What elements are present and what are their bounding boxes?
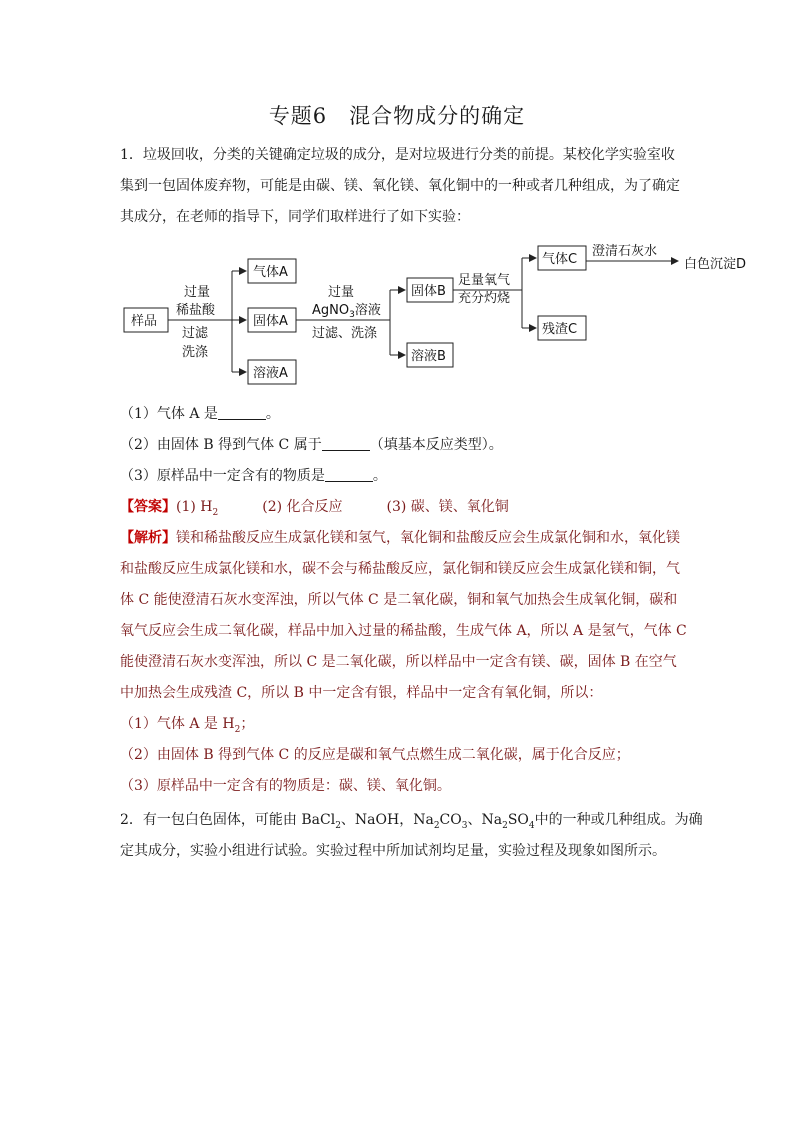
q1-analysis-line-6: 中加热会生成残渣 C，所以 B 中一定含有银，样品中一定含有氧化铜，所以： (120, 685, 603, 701)
reagent1-bottom-2: 洗涤 (182, 345, 209, 360)
label-gas-a: 气体A (253, 265, 288, 280)
q1-sub-3: （3）原样品中一定含有的物质是 。 (120, 468, 387, 484)
reagent3-bottom: 充分灼烧 (458, 291, 511, 306)
q1-analysis-sub-3: （3）原样品中一定含有的物质是：碳、镁、氧化铜。 (120, 778, 451, 794)
q1-analysis-line-3: 体 C 能使澄清石灰水变浑浊，所以气体 C 是二氧化碳，铜和氧气加热会生成氧化铜，碳和 (120, 592, 678, 608)
label-precipitate-d: 白色沉淀D (684, 257, 747, 272)
q1-analysis-sub-1: （1）气体 A 是 $H_2$； (120, 716, 255, 735)
q1-analysis-line-1: 【解析】镁和稀盐酸反应生成氯化镁和氢气，氧化铜和盐酸反应会生成氯化铜和水，氧化镁 (120, 530, 680, 546)
experiment-flow-diagram (0, 0, 794, 400)
q2-stem-line-1: 2．有一包白色固体，可能由 BaCl$_2$、NaOH，$Na_2CO_3$、$Na_2SO_4$中的一种或几种组成。为确 (120, 812, 703, 831)
label-gas-c: 气体C (542, 252, 578, 267)
q1-analysis-line-2: 和盐酸反应生成氯化镁和水，碳不会与稀盐酸反应，氯化铜和镁反应会生成氯化镁和铜，气 (120, 561, 680, 577)
label-sample: 样品 (131, 314, 158, 329)
reagent4-label: 澄清石灰水 (592, 244, 658, 259)
label-solution-b: 溶液B (411, 349, 446, 364)
reagent1-top-1: 过量 (184, 285, 211, 300)
label-solid-b: 固体B (411, 284, 446, 299)
reagent1-bottom-1: 过滤 (182, 326, 209, 341)
page-title: 专题6 混合物成分的确定 (268, 104, 526, 128)
answer-blank[interactable] (218, 405, 266, 420)
label-solution-a: 溶液A (253, 366, 288, 381)
q1-answer: 【答案】(1) $H_2$ (2) 化合反应 (3) 碳、镁、氧化铜 (120, 499, 509, 518)
q1-analysis-line-5: 能使澄清石灰水变浑浊，所以 C 是二氧化碳，所以样品中一定含有镁、碳，固体 B 在空气 (120, 654, 677, 670)
analysis-label: 【解析】 (120, 530, 176, 546)
reagent3-top: 足量氧气 (458, 273, 511, 288)
reagent2-top-2: AgNO$_3$溶液 (312, 303, 381, 320)
answer-blank[interactable] (322, 436, 370, 451)
q1-sub-1: （1）气体 A 是 。 (120, 406, 280, 422)
q1-stem-line-2: 集到一包固体废弃物，可能是由碳、镁、氧化镁、氧化铜中的一种或者几种组成，为了确定 (120, 178, 680, 194)
q1-sub-2: （2）由固体 B 得到气体 C 属于 （填基本反应类型）。 (120, 437, 503, 453)
answer-blank[interactable] (325, 467, 373, 482)
answer-label: 【答案】 (120, 499, 176, 515)
label-solid-a: 固体A (253, 314, 288, 329)
q1-analysis-sub-2: （2）由固体 B 得到气体 C 的反应是碳和氧气点燃生成二氧化碳，属于化合反应； (120, 747, 630, 763)
q1-analysis-line-4: 氧气反应会生成二氧化碳，样品中加入过量的稀盐酸，生成气体 A，所以 A 是氢气，气体 C (120, 623, 687, 639)
reagent2-top-1: 过量 (328, 285, 355, 300)
reagent2-bottom: 过滤、洗涤 (312, 326, 378, 341)
reagent1-top-2: 稀盐酸 (176, 303, 216, 318)
q1-stem-line-1: 1．垃圾回收，分类的关键确定垃圾的成分，是对垃圾进行分类的前提。某校化学实验室收 (120, 147, 675, 163)
label-residue-c: 残渣C (542, 322, 578, 337)
q2-stem-line-2: 定其成分，实验小组进行试验。实验过程中所加试剂均足量，实验过程及现象如图所示。 (120, 843, 666, 859)
q1-stem-line-3: 其成分，在老师的指导下，同学们取样进行了如下实验： (120, 209, 470, 225)
